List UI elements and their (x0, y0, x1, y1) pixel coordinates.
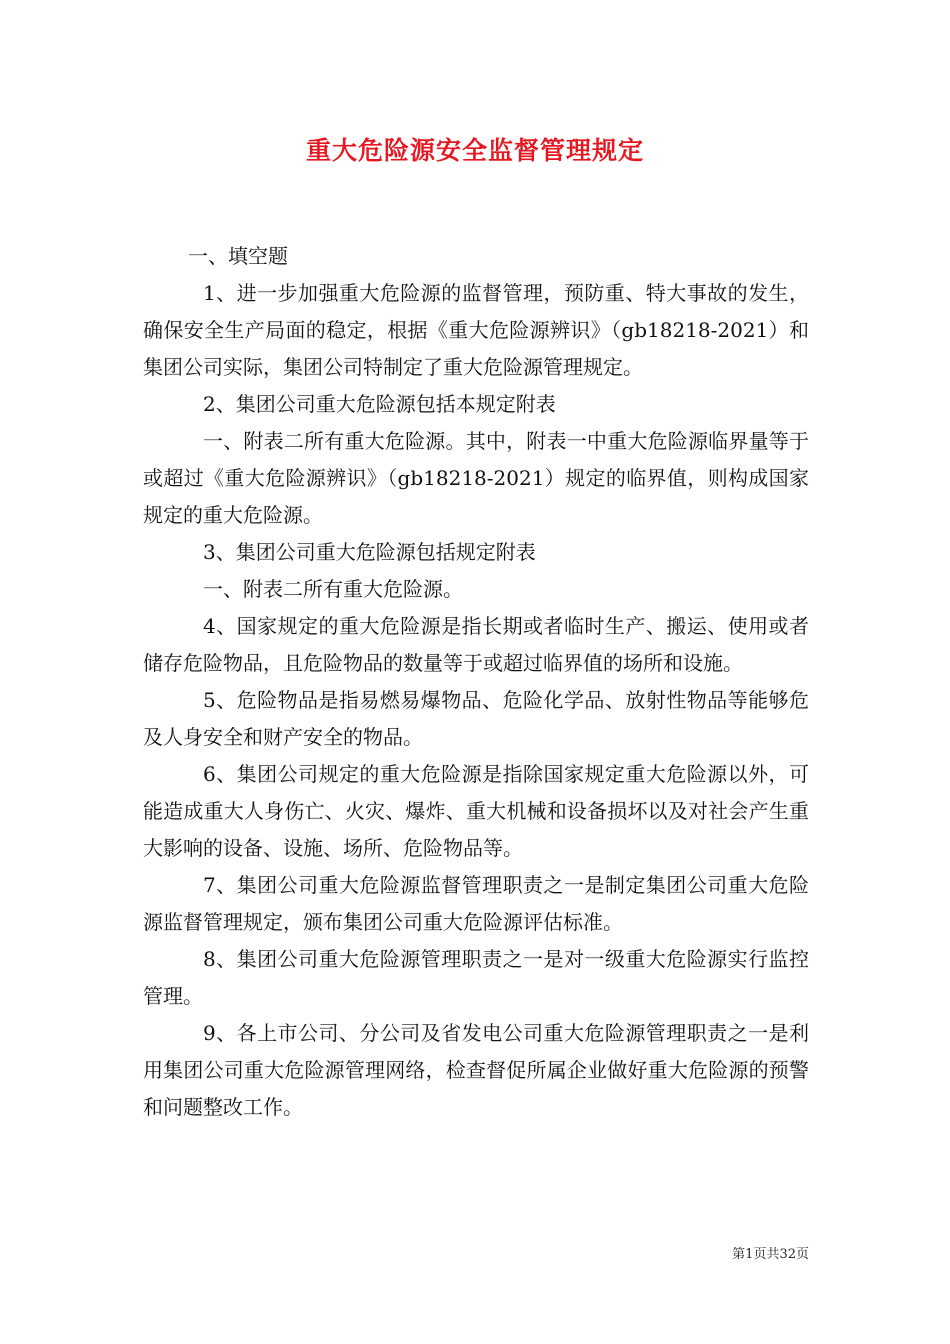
paragraph-4: 3、集团公司重大危险源包括规定附表 (203, 540, 536, 564)
paragraph-9: 7、集团公司重大危险源监督管理职责之一是制定集团公司重大危险源监督管理规定，颁布集团公司重大危险源评估标准。 (143, 873, 809, 934)
paragraph-1: 1、进一步加强重大危险源的监督管理，预防重、特大事故的发生，确保安全生产局面的稳定，根据《重大危险源辨识》（gb18218-2021）和集团公司实际，集团公司特制定了重大危险源管理规定。 (143, 281, 809, 379)
document-body (143, 238, 809, 1126)
paragraph-7: 5、危险物品是指易燃易爆物品、危险化学品、放射性物品等能够危及人身安全和财产安全的物品。 (143, 688, 809, 749)
document-title: 重大危险源安全监督管理规定 (305, 136, 644, 165)
paragraph-11: 9、各上市公司、分公司及省发电公司重大危险源管理职责之一是利用集团公司重大危险源管理网络，检查督促所属企业做好重大危险源的预警和问题整改工作。 (143, 1021, 809, 1119)
section-heading: 一、填空题 (188, 244, 288, 268)
paragraph-5: 一、附表二所有重大危险源。 (203, 577, 463, 601)
page-number: 第1页共32页 (732, 1247, 809, 1262)
paragraph-10: 8、集团公司重大危险源管理职责之一是对一级重大危险源实行监控管理。 (143, 947, 809, 1008)
paragraph-8: 6、集团公司规定的重大危险源是指除国家规定重大危险源以外，可能造成重大人身伤亡、火灾、爆炸、重大机械和设备损坏以及对社会产生重大影响的设备、设施、场所、危险物品等。 (143, 762, 809, 860)
paragraph-6: 4、国家规定的重大危险源是指长期或者临时生产、搬运、使用或者储存危险物品，且危险物品的数量等于或超过临界值的场所和设施。 (143, 614, 809, 675)
paragraph-3: 一、附表二所有重大危险源。其中，附表一中重大危险源临界量等于或超过《重大危险源辨识》（gb18218-2021）规定的临界值，则构成国家规定的重大危险源。 (143, 429, 809, 527)
paragraph-2: 2、集团公司重大危险源包括本规定附表 (203, 392, 556, 416)
